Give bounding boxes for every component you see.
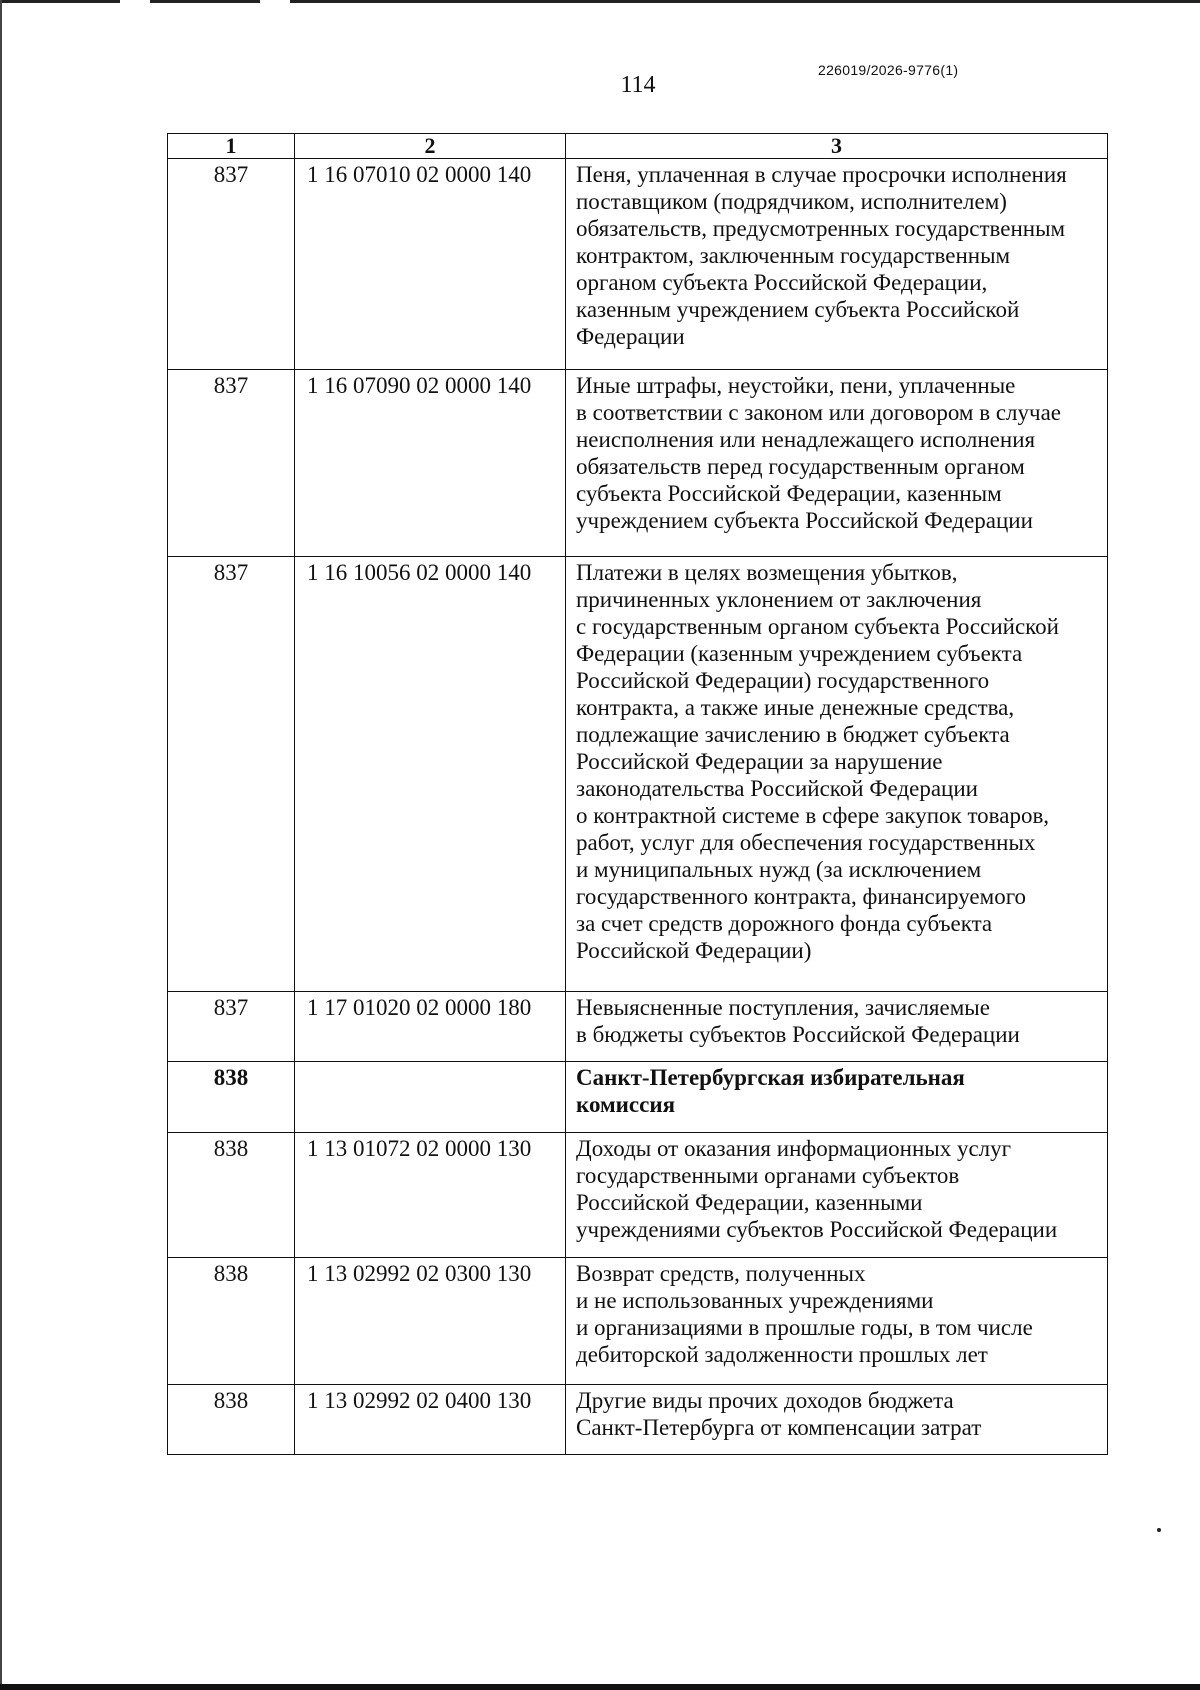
column-header-1: 1 xyxy=(168,134,295,159)
description-cell xyxy=(566,1258,1108,1385)
description-line: в бюджеты субъектов Российской Федерации xyxy=(576,1022,1020,1047)
admin-code-cell: 837 xyxy=(168,370,295,557)
description-line: поставщиком (подрядчиком, исполнителем) xyxy=(576,189,1007,214)
table-row-section-heading xyxy=(168,1062,1108,1133)
revenue-code-cell: 1 17 01020 02 0000 180 xyxy=(295,992,566,1062)
revenue-code-cell: 1 13 02992 02 0300 130 xyxy=(295,1258,566,1385)
description-cell xyxy=(566,992,1108,1062)
page-number: 114 xyxy=(620,72,656,98)
description-line: законодательства Российской Федерации xyxy=(576,776,978,801)
description-line: субъекта Российской Федерации, казенным xyxy=(576,481,1002,506)
description-cell xyxy=(566,1133,1108,1258)
revenue-code-cell: 1 16 07010 02 0000 140 xyxy=(295,159,566,370)
scan-edge-bottom xyxy=(0,1684,1200,1690)
table-header-row xyxy=(168,134,1108,159)
description-line: казенным учреждением субъекта Российской xyxy=(576,297,1020,322)
description-line: за счет средств дорожного фонда субъекта xyxy=(576,911,993,936)
table-row xyxy=(168,159,1108,370)
description-line: и муниципальных нужд (за исключением xyxy=(576,857,982,882)
description-line: контракта, а также иные денежные средства, xyxy=(576,695,1015,720)
description-line: подлежащие зачислению в бюджет субъекта xyxy=(576,722,1010,747)
revenue-code-cell: 1 13 02992 02 0400 130 xyxy=(295,1385,566,1455)
revenue-code-table xyxy=(167,133,1108,1455)
column-header-3: 3 xyxy=(566,134,1108,159)
description-line: неисполнения или ненадлежащего исполнения xyxy=(576,427,1036,452)
description-cell xyxy=(566,159,1108,370)
section-title-cell xyxy=(566,1062,1108,1133)
description-line: Российской Федерации за нарушение xyxy=(576,749,943,774)
description-line: Невыясненные поступления, зачисляемые xyxy=(576,995,990,1020)
description-line: учреждениями субъектов Российской Федерации xyxy=(576,1217,1058,1242)
description-line: Доходы от оказания информационных услуг xyxy=(576,1136,1012,1161)
description-line: Федерации xyxy=(576,324,685,349)
description-line: Российской Федерации) государственного xyxy=(576,668,990,693)
description-line: работ, услуг для обеспечения государственных xyxy=(576,830,1036,855)
description-line: Возврат средств, полученных xyxy=(576,1261,866,1286)
description-line: Санкт-Петербургская избирательная xyxy=(576,1065,965,1090)
revenue-code-cell: 1 16 10056 02 0000 140 xyxy=(295,557,566,992)
description-line: обязательств перед государственным органом xyxy=(576,454,1025,479)
revenue-code-cell: 1 13 01072 02 0000 130 xyxy=(295,1133,566,1258)
admin-code-cell: 837 xyxy=(168,992,295,1062)
admin-code-cell: 838 xyxy=(168,1258,295,1385)
description-line: учреждением субъекта Российской Федерации xyxy=(576,508,1033,533)
revenue-code-cell: 1 16 07090 02 0000 140 xyxy=(295,370,566,557)
description-line: Российской Федерации) xyxy=(576,938,812,963)
admin-code-cell: 837 xyxy=(168,557,295,992)
scan-speck xyxy=(1157,1528,1161,1532)
description-line: органом субъекта Российской Федерации, xyxy=(576,270,988,295)
description-line: Иные штрафы, неустойки, пени, уплаченные xyxy=(576,373,1016,398)
description-line: и организациями в прошлые годы, в том числе xyxy=(576,1315,1033,1340)
description-line: в соответствии с законом или договором в случае xyxy=(576,400,1062,425)
table-row xyxy=(168,370,1108,557)
table-row xyxy=(168,557,1108,992)
description-line: комиссия xyxy=(576,1092,676,1117)
description-line: Российской Федерации, казенными xyxy=(576,1190,923,1215)
admin-code-cell: 838 xyxy=(168,1062,295,1133)
table-row xyxy=(168,1258,1108,1385)
description-cell xyxy=(566,370,1108,557)
document-code: 226019/2026-9776(1) xyxy=(818,62,959,78)
table-row xyxy=(168,992,1108,1062)
description-line: обязательств, предусмотренных государственным xyxy=(576,216,1066,241)
description-line: Федерации (казенным учреждением субъекта xyxy=(576,641,1023,666)
table-row xyxy=(168,1133,1108,1258)
description-cell xyxy=(566,557,1108,992)
description-line: Другие виды прочих доходов бюджета xyxy=(576,1388,954,1413)
description-line: причиненных уклонением от заключения xyxy=(576,587,982,612)
admin-code-cell: 837 xyxy=(168,159,295,370)
description-line: Платежи в целях возмещения убытков, xyxy=(576,560,958,585)
description-line: и не использованных учреждениями xyxy=(576,1288,934,1313)
admin-code-cell: 838 xyxy=(168,1133,295,1258)
table-body xyxy=(168,159,1108,1455)
scan-edge-left xyxy=(0,0,2,1690)
description-line: государственного контракта, финансируемого xyxy=(576,884,1027,909)
table-row xyxy=(168,1385,1108,1455)
description-line: государственными органами субъектов xyxy=(576,1163,960,1188)
description-line: о контрактной системе в сфере закупок товаров, xyxy=(576,803,1050,828)
description-line: Пеня, уплаченная в случае просрочки исполнения xyxy=(576,162,1067,187)
admin-code-cell: 838 xyxy=(168,1385,295,1455)
description-line: с государственным органом субъекта Российской xyxy=(576,614,1059,639)
revenue-code-cell xyxy=(295,1062,566,1133)
description-line: контрактом, заключенным государственным xyxy=(576,243,1011,268)
column-header-2: 2 xyxy=(295,134,566,159)
description-cell xyxy=(566,1385,1108,1455)
description-line: Санкт-Петербурга от компенсации затрат xyxy=(576,1415,982,1440)
scan-edge-top xyxy=(0,0,1200,3)
description-line: дебиторской задолженности прошлых лет xyxy=(576,1342,988,1367)
